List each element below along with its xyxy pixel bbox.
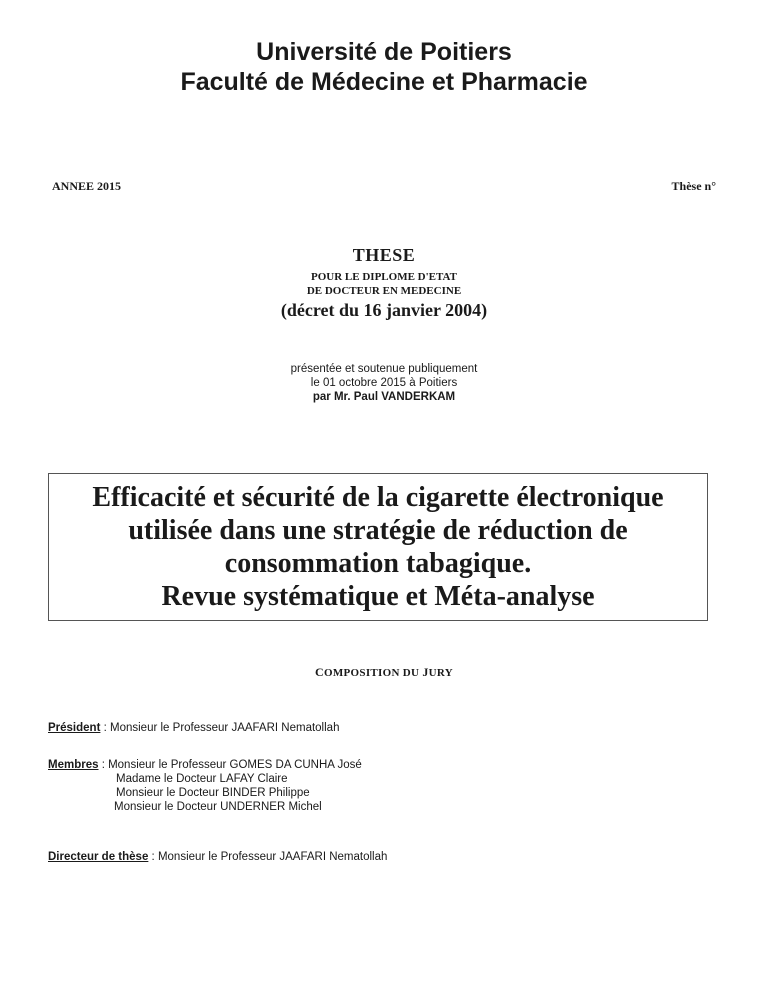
member-4: Monsieur le Docteur UNDERNER Michel bbox=[114, 801, 322, 813]
thesis-heading: THESE bbox=[352, 245, 416, 265]
decree-text: (décret du 16 janvier 2004) bbox=[280, 300, 488, 320]
diploma-line-2: DE DOCTEUR EN MEDECINE bbox=[306, 285, 462, 297]
presentation-block bbox=[0, 362, 768, 404]
title-line-1: Efficacité et sécurité de la cigarette électronique bbox=[92, 482, 664, 513]
president-name: : Monsieur le Professeur JAAFARI Nematollah bbox=[100, 722, 340, 734]
jury-members bbox=[48, 758, 362, 772]
jury-heading bbox=[0, 665, 768, 680]
presentation-line-2: le 01 octobre 2015 à Poitiers bbox=[310, 377, 458, 389]
diploma-text bbox=[0, 270, 768, 298]
title-line-2: utilisée dans une stratégie de réduction de bbox=[128, 515, 628, 546]
title-line-3: consommation tabagique. bbox=[224, 548, 532, 579]
academic-year: ANNEE 2015 bbox=[52, 179, 122, 193]
member-1: : Monsieur le Professeur GOMES DA CUNHA José bbox=[98, 759, 362, 771]
jury-heading-j: J bbox=[422, 665, 429, 679]
director-name: : Monsieur le Professeur JAAFARI Nematollah bbox=[148, 851, 388, 863]
jury-director bbox=[48, 850, 387, 864]
author-line: par Mr. Paul VANDERKAM bbox=[312, 391, 456, 403]
title-line-4: Revue systématique et Méta-analyse bbox=[161, 581, 595, 612]
thesis-number: Thèse n° bbox=[671, 179, 716, 193]
jury-heading-c: C bbox=[315, 665, 324, 679]
jury-heading-ury: URY bbox=[428, 667, 453, 679]
presentation-line-1: présentée et soutenue publiquement bbox=[290, 363, 478, 375]
member-2: Madame le Docteur LAFAY Claire bbox=[116, 773, 288, 785]
member-3: Monsieur le Docteur BINDER Philippe bbox=[116, 787, 310, 799]
university-header bbox=[0, 37, 768, 97]
jury-president bbox=[48, 721, 339, 735]
thesis-title-box bbox=[48, 473, 708, 621]
members-label: Membres bbox=[48, 759, 99, 771]
faculty-name: Faculté de Médecine et Pharmacie bbox=[180, 68, 588, 96]
president-label: Président bbox=[48, 722, 101, 734]
university-name: Université de Poitiers bbox=[256, 38, 512, 66]
jury-heading-omposition: OMPOSITION DU bbox=[323, 667, 423, 679]
director-label: Directeur de thèse bbox=[48, 851, 149, 863]
diploma-line-1: POUR LE DIPLOME D'ETAT bbox=[311, 271, 457, 283]
